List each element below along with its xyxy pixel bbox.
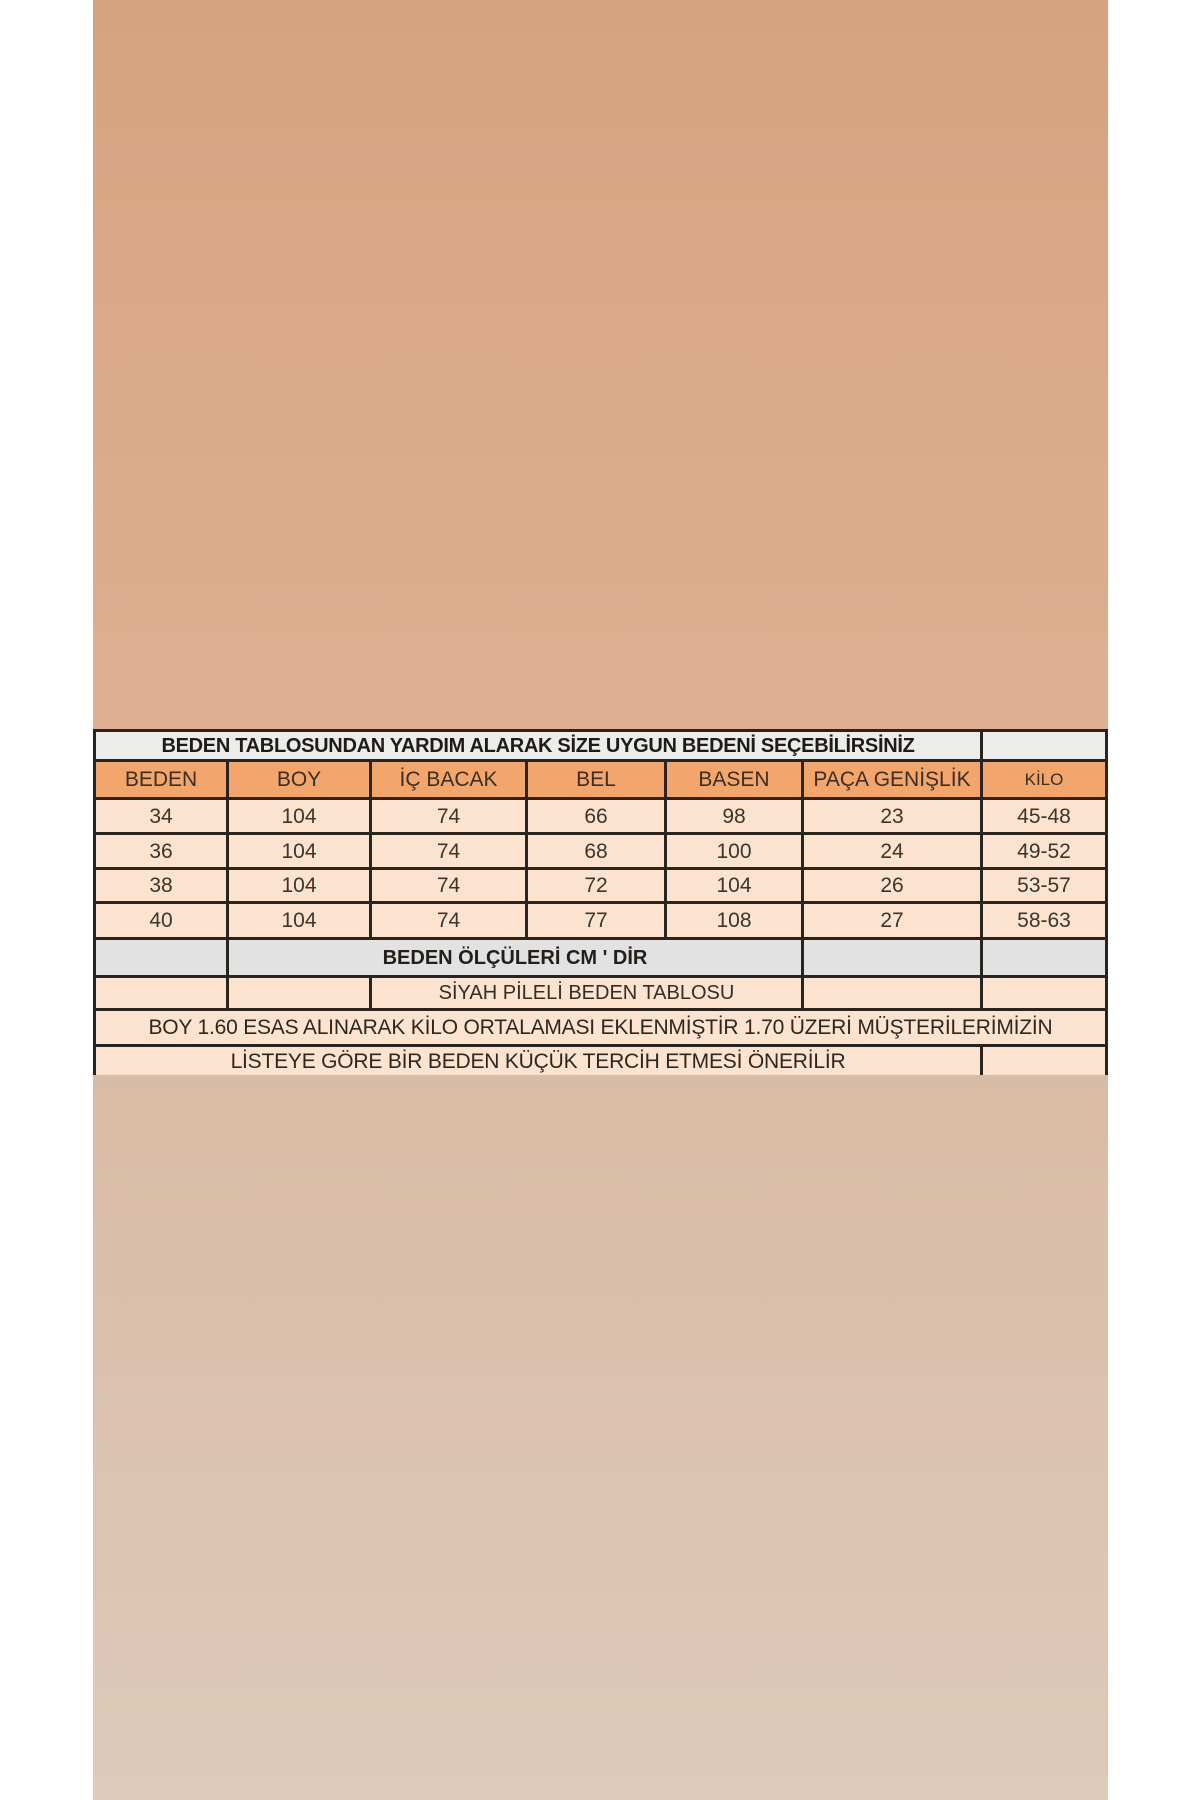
- photo-background-top: [93, 0, 1108, 729]
- table-cell: 53-57: [983, 870, 1105, 901]
- table-cell: 66: [528, 800, 664, 832]
- table-cell: 100: [667, 835, 801, 867]
- unit-row-empty-cell: [96, 940, 226, 975]
- column-header-paca-genislik: PAÇA GENİŞLİK: [804, 762, 980, 797]
- footer-note-line1: BOY 1.60 ESAS ALINARAK KİLO ORTALAMASI EKLENMİŞTİR 1.70 ÜZERİ MÜŞTERİLERİMİZİN: [96, 1011, 1105, 1044]
- table-cell: 98: [667, 800, 801, 832]
- table-cell: 104: [229, 800, 369, 832]
- unit-note: BEDEN ÖLÇÜLERİ CM ' DİR: [229, 940, 801, 975]
- table-cell: 77: [528, 904, 664, 937]
- unit-row-empty-cell: [804, 940, 980, 975]
- footer-note-line2: LİSTEYE GÖRE BİR BEDEN KÜÇÜK TERCİH ETMESİ ÖNERİLİR: [96, 1047, 980, 1075]
- table-cell: 34: [96, 800, 226, 832]
- table-cell: 49-52: [983, 835, 1105, 867]
- column-header-kilo: KİLO: [983, 762, 1105, 797]
- table-cell: 72: [528, 870, 664, 901]
- footer-row-empty-cell: [983, 1047, 1105, 1075]
- column-header-bel: BEL: [528, 762, 664, 797]
- table-cell: 23: [804, 800, 980, 832]
- table-cell: 27: [804, 904, 980, 937]
- table-cell: 104: [667, 870, 801, 901]
- size-table-title: BEDEN TABLOSUNDAN YARDIM ALARAK SİZE UYGUN BEDENİ SEÇEBİLİRSİNİZ: [96, 732, 980, 759]
- table-cell: 38: [96, 870, 226, 901]
- table-cell: 74: [372, 800, 525, 832]
- table-cell: 58-63: [983, 904, 1105, 937]
- table-cell: 104: [229, 904, 369, 937]
- column-header-basen: BASEN: [667, 762, 801, 797]
- product-row-empty-cell: [96, 978, 226, 1008]
- table-cell: 74: [372, 835, 525, 867]
- product-note: SİYAH PİLELİ BEDEN TABLOSU: [372, 978, 801, 1008]
- table-cell: 45-48: [983, 800, 1105, 832]
- product-row-empty-cell: [229, 978, 369, 1008]
- table-cell: 36: [96, 835, 226, 867]
- unit-row-empty-cell: [983, 940, 1105, 975]
- table-cell: 74: [372, 870, 525, 901]
- column-header-beden: BEDEN: [96, 762, 226, 797]
- table-cell: 74: [372, 904, 525, 937]
- table-cell: 108: [667, 904, 801, 937]
- photo-background-bottom: [93, 1075, 1108, 1800]
- table-cell: 104: [229, 870, 369, 901]
- product-row-empty-cell: [983, 978, 1105, 1008]
- table-cell: 68: [528, 835, 664, 867]
- column-header-ic-bacak: İÇ BACAK: [372, 762, 525, 797]
- table-cell: 104: [229, 835, 369, 867]
- table-cell: 26: [804, 870, 980, 901]
- column-header-boy: BOY: [229, 762, 369, 797]
- size-table: [93, 729, 1108, 1075]
- product-row-empty-cell: [804, 978, 980, 1008]
- table-cell: 24: [804, 835, 980, 867]
- table-cell: 40: [96, 904, 226, 937]
- title-row-empty-cell: [983, 732, 1105, 759]
